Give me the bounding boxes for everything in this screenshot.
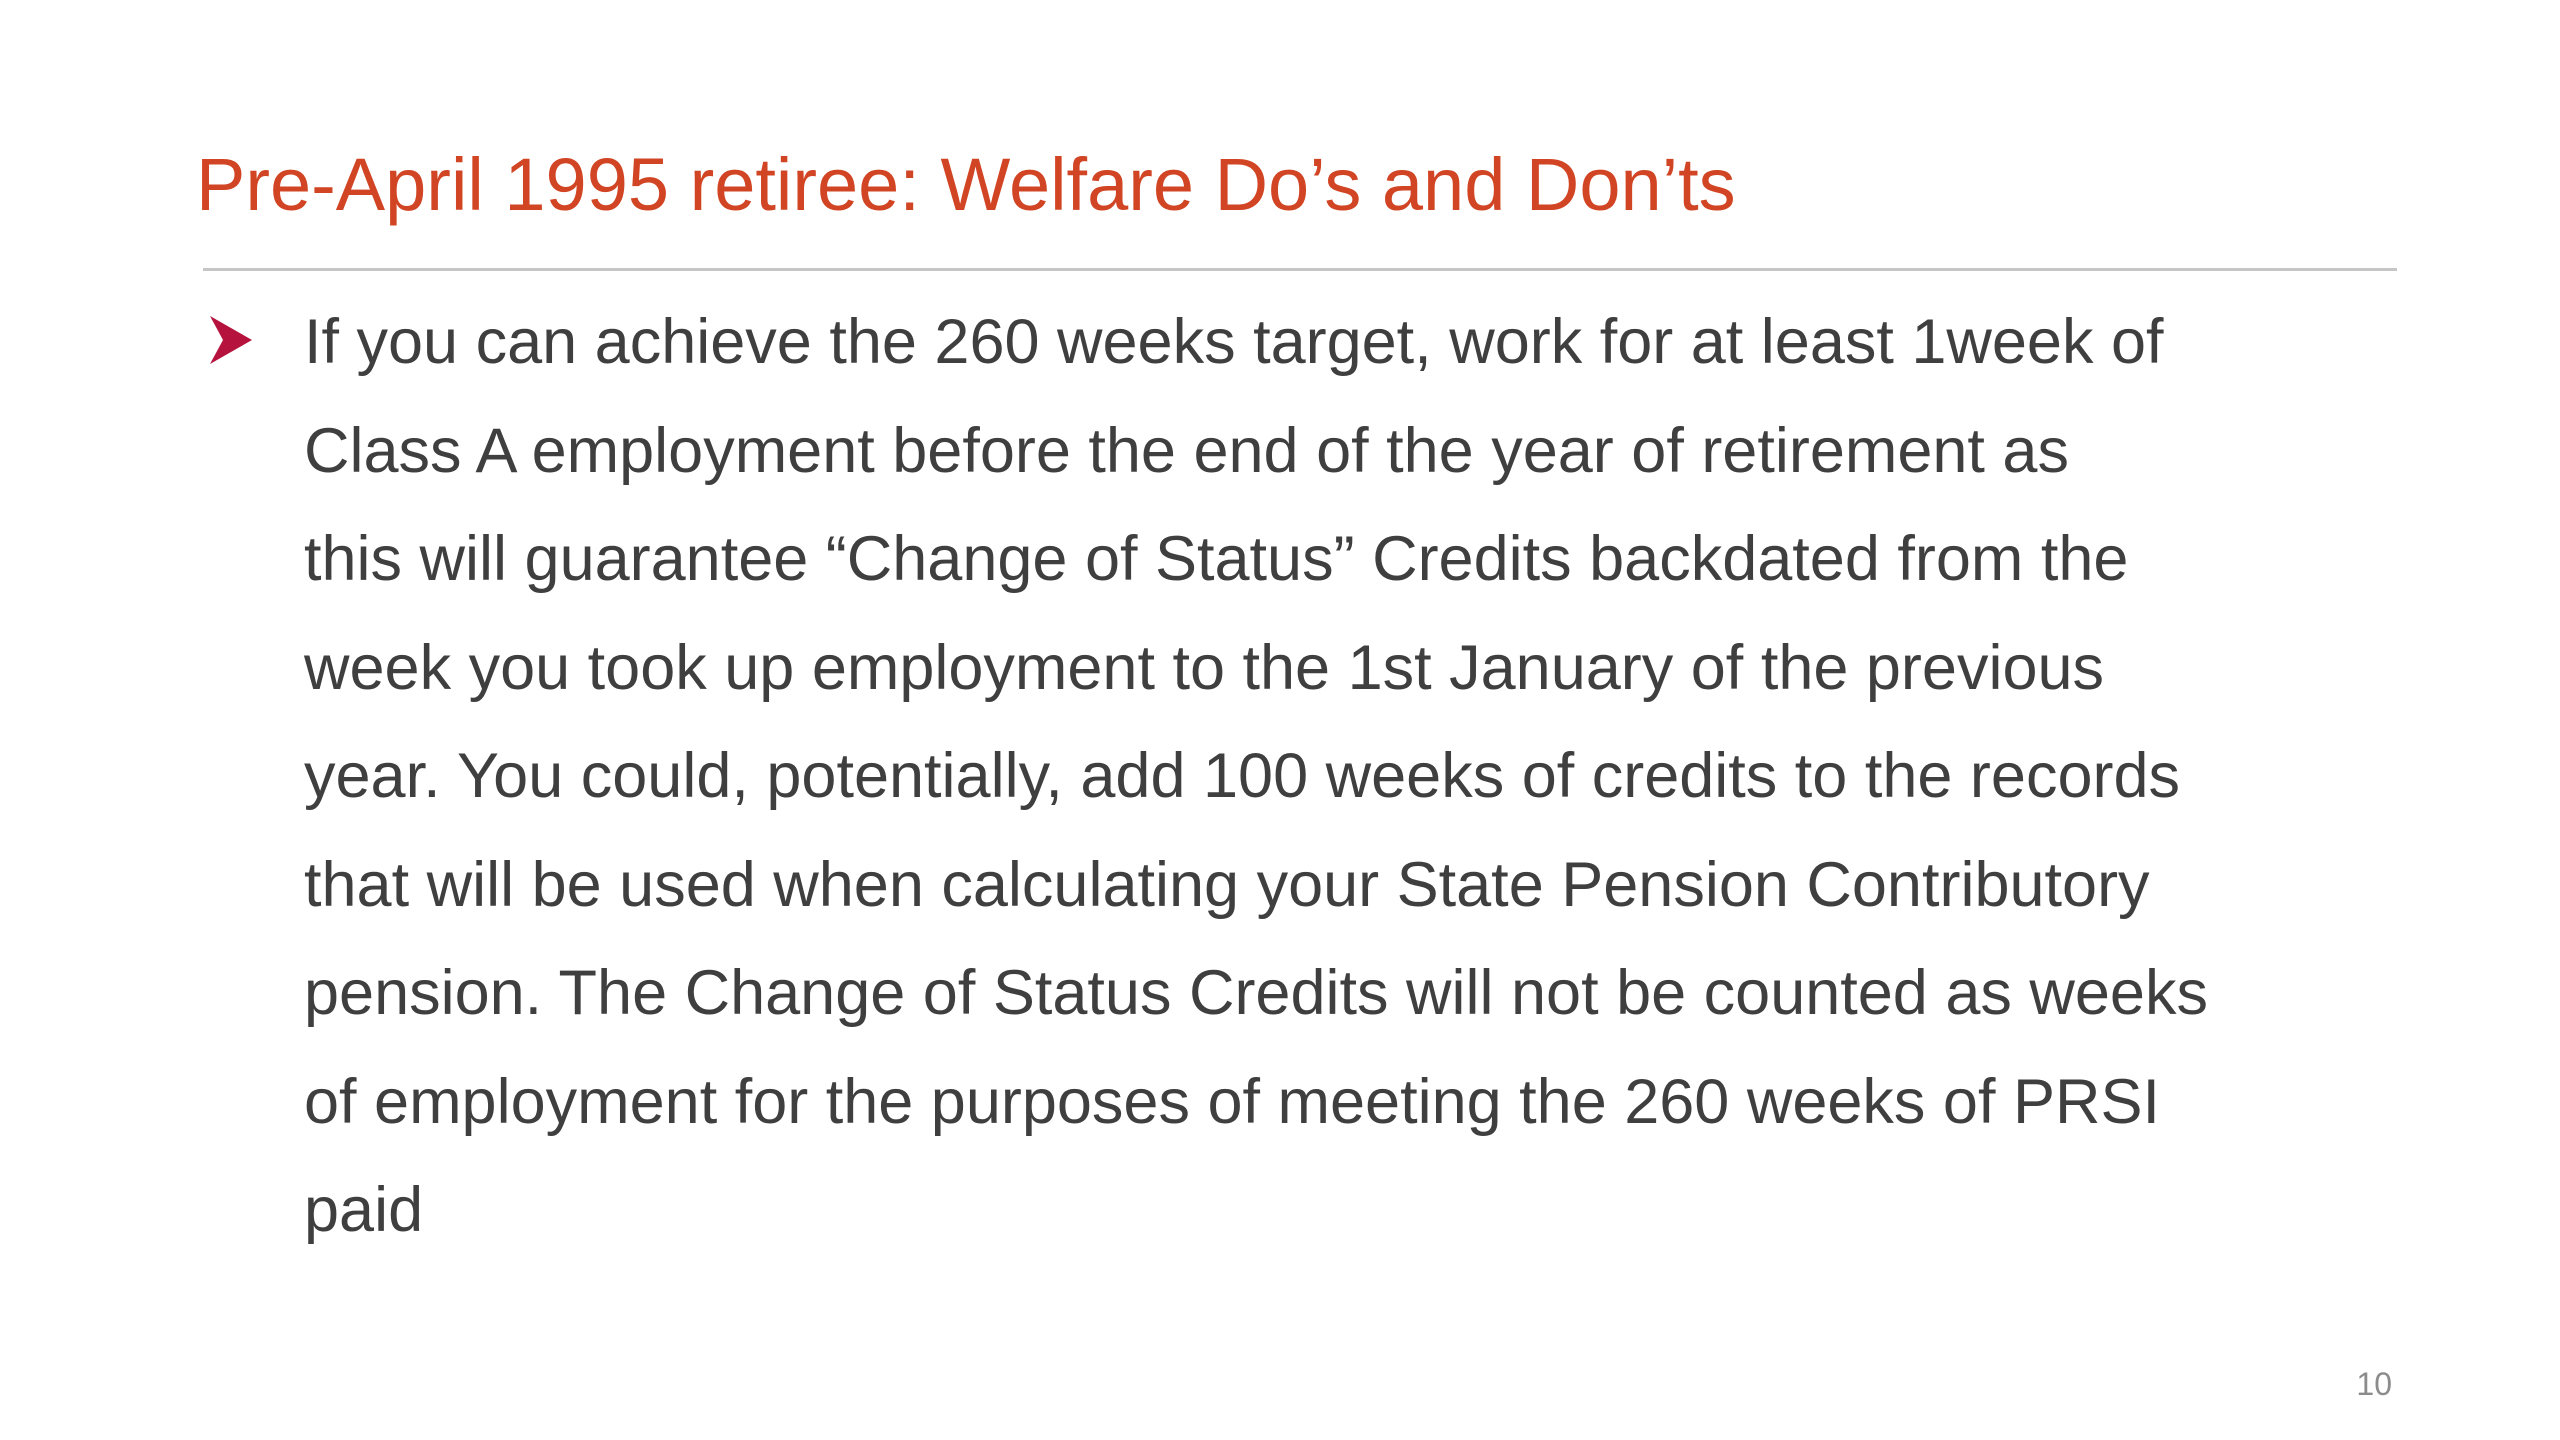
bullet-text: If you can achieve the 260 weeks target, work for at least 1week of Class A employment before the end of the year of retirement as this will guarantee “Change of Status” Credits backdated from the week you took up employment to the 1st January of the previous year. You could, potentially, add 100 weeks of credits to the records that will be used when calculating your State Pension Contributory pension. The Change of Status Credits will not be counted as weeks of employment for the purposes of meeting the 260 weeks of PRSI paid (304, 307, 2208, 1245)
title-divider (203, 268, 2397, 271)
arrowhead-bullet-icon (206, 310, 256, 370)
slide-title: Pre-April 1995 retiree: Welfare Do’s and Don’ts (196, 143, 1736, 226)
page-number: 10 (2356, 1366, 2392, 1402)
